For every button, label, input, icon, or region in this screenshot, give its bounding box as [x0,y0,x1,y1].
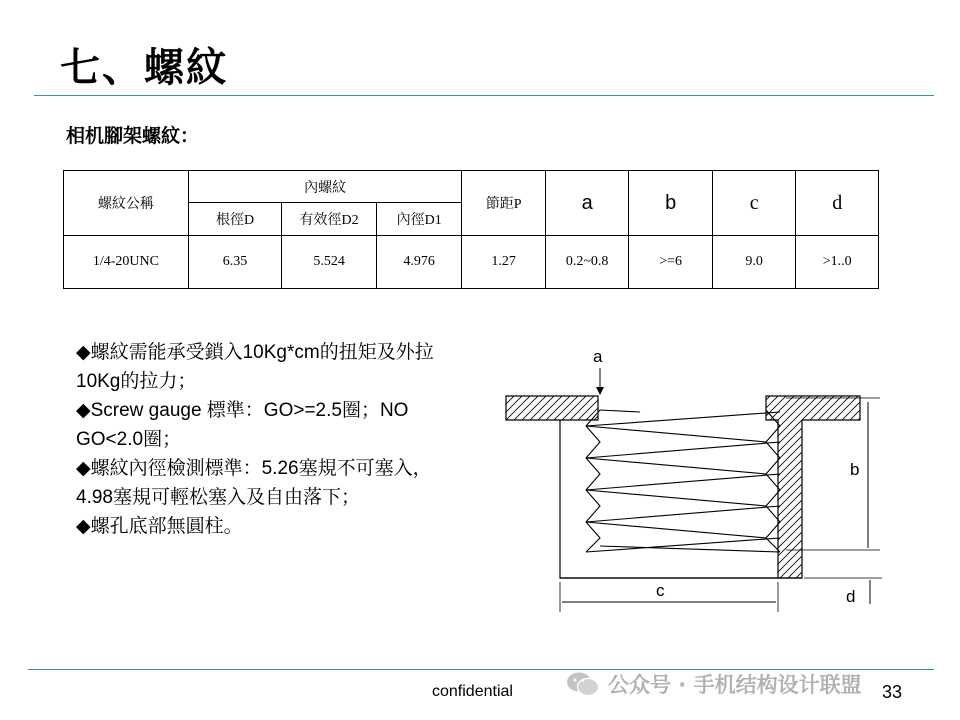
header-a: a [545,171,629,236]
cell-b: >=6 [629,236,713,289]
label-b: b [850,460,860,479]
label-a: a [593,347,603,366]
label-d: d [846,587,856,606]
header-pitch: 節距P [462,171,546,236]
cell-inner: 4.976 [376,236,462,289]
thread-hole-diagram [490,340,890,620]
header-internal-thread: 內螺紋 [188,171,462,203]
header-thread-name: 螺紋公稱 [64,171,189,236]
watermark [566,669,862,699]
cell-pitch: 1.27 [462,236,546,289]
thread-teeth [586,410,780,552]
header-inner-diameter: 內徑D1 [376,203,462,236]
header-c: c [712,171,796,236]
hatched-body [506,396,860,578]
dimension-c [560,581,778,612]
cell-a: 0.2~0.8 [545,236,629,289]
dimension-d [804,578,882,606]
header-b: b [629,171,713,236]
cell-effective: 5.524 [282,236,377,289]
header-effective-diameter: 有效徑D2 [282,203,377,236]
table-row [64,236,879,289]
requirements-list [76,338,466,541]
header-d: d [796,171,879,236]
cell-c: 9.0 [712,236,796,289]
wechat-icon [566,671,600,697]
section-subtitle: 相机腳架螺紋： [66,125,200,147]
list-item: ◆Screw gauge 標準：GO>=2.5圈；NO GO<2.0圈； [76,400,409,450]
list-item: ◆螺紋內徑檢測標準：5.26塞規不可塞入，4.98塞規可輕松塞入及自由落下； [76,458,432,508]
title-divider [34,95,934,96]
confidential-label: confidential [432,683,513,700]
list-item: ◆螺孔底部無圓柱。 [76,516,243,537]
thread-spec-table [63,170,879,289]
dimension-a [593,347,603,394]
label-c: c [656,581,665,600]
page-number: 33 [882,682,903,702]
cell-name: 1/4-20UNC [64,236,189,289]
cell-d: >1..0 [796,236,879,289]
header-root-diameter: 根徑D [188,203,282,236]
cell-root: 6.35 [188,236,282,289]
page-title: 七、螺紋 [60,44,228,91]
watermark-text: 公众号 · 手机结构设计联盟 [608,673,862,697]
list-item: ◆螺紋需能承受鎖入10Kg*cm的扭矩及外拉10Kg的拉力； [76,342,434,392]
